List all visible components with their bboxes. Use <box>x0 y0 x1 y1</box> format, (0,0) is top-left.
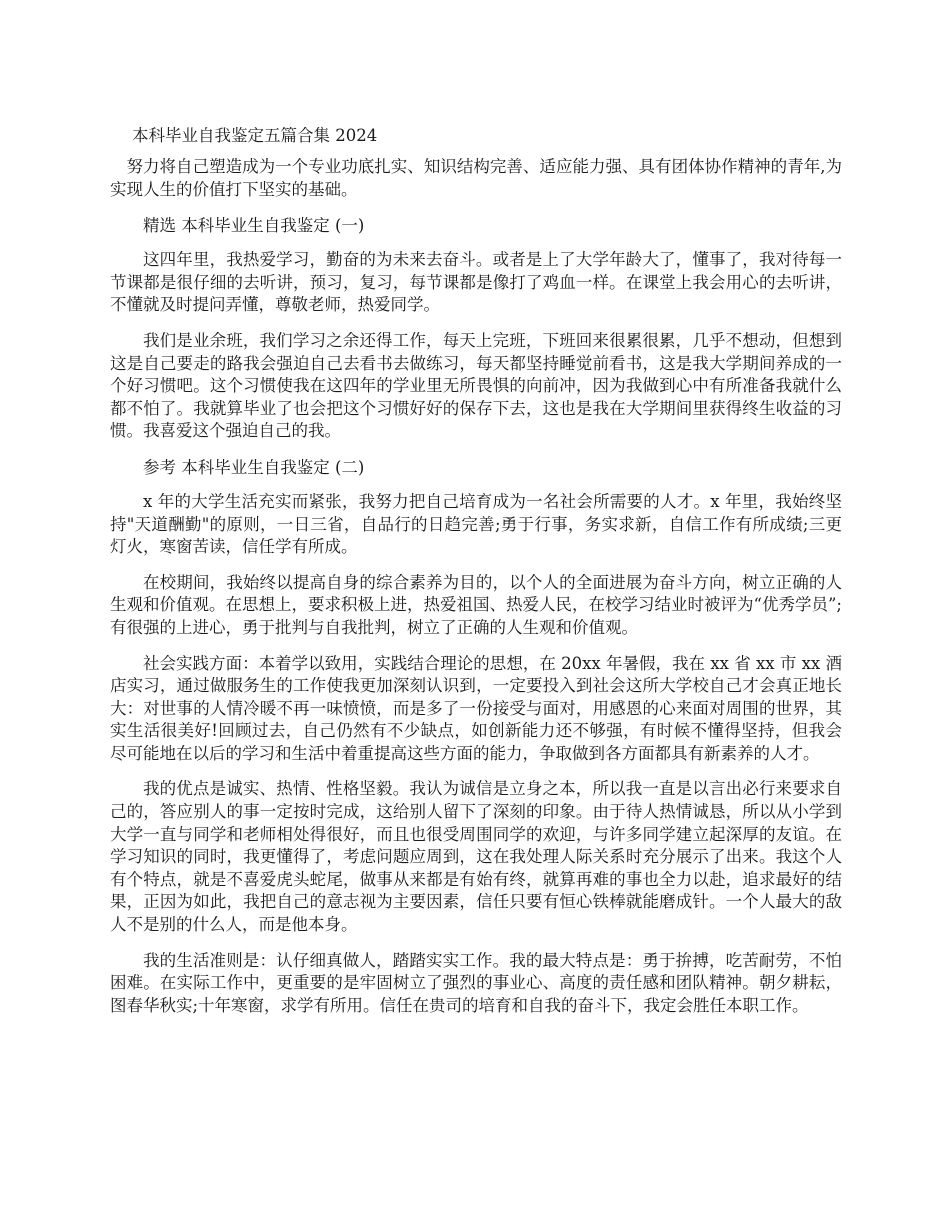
intro-paragraph: 努力将自己塑造成为一个专业功底扎实、知识结构完善、适应能力强、具有团体协作精神的青年,为实现人生的价值打下坚实的基础。 <box>110 157 842 199</box>
section1-paragraph: 这四年里，我热爱学习，勤奋的为未来去奋斗。或者是上了大学年龄大了，懂事了，我对待每一节课都是很仔细的去听讲，预习，复习，每节课都是像打了鸡血一样。在课堂上我会用心的去听讲，不懂就及时提问弄懂，尊敬老师，热爱同学。 <box>110 250 842 315</box>
section2-paragraph: 社会实践方面：本着学以致用，实践结合理论的思想，在 20xx 年暑假，我在 xx 省 xx 市 xx 酒店实习，通过做服务生的工作使我更加深刻认识到，一定要投入到社会这所大学校自己才会真正地长大：对世事的人情冷暖不再一味愤愤，而是多了一份接受与面对，用感恩的心来面对周围的世界，其实生活很美好!回顾过去，自己仍然有不少缺点，如创新能力还不够强，有时候不懂得坚持，但我会尽可能地在以后的学习和生活中着重提高这些方面的能力，争取做到各方面都具有新素养的人才。 <box>110 653 842 763</box>
section2-paragraph: x 年的大学生活充实而紧张，我努力把自己培育成为一名社会所需要的人才。x 年里，我始终坚持"天道酬勤"的原则，一日三省，自品行的日趋完善;勇于行事，务实求新，自信工作有所成绩;三更灯火，寒窗苦读，信任学有所成。 <box>110 491 842 557</box>
document-page <box>110 124 842 1030</box>
document-title: 本科毕业自我鉴定五篇合集 2024 <box>132 126 378 145</box>
section2-paragraph: 我的优点是诚实、热情、性格坚毅。我认为诚信是立身之本，所以我一直是以言出必行来要求自己的，答应别人的事一定按时完成，这给别人留下了深刻的印象。由于待人热情诚恳，所以从小学到大学一直与同学和老师相处得很好，而且也很受周围同学的欢迎，与许多同学建立起深厚的友谊。在学习知识的同时，我更懂得了，考虑问题应周到，这在我处理人际关系时充分展示了出来。我这个人有个特点，就是不喜爱虎头蛇尾，做事从来都是有始有终，就算再难的事也全力以赴，追求最好的结果，正因为如此，我把自己的意志视为主要因素，信任只要有恒心铁棒就能磨成针。一个人最大的敌人不是别的什么人，而是他本身。 <box>110 779 842 935</box>
section-heading-1: 精选 本科毕业生自我鉴定 (一) <box>143 216 365 236</box>
section2-paragraph: 在校期间，我始终以提高自身的综合素养为目的，以个人的全面进展为奋斗方向，树立正确的人生观和价值观。在思想上，要求积极上进，热爱祖国、热爱人民，在校学习结业时被评为“优秀学员”;有很强的上进心，勇于批判与自我批判，树立了正确的人生观和价值观。 <box>110 572 842 637</box>
section-heading-2: 参考 本科毕业生自我鉴定 (二) <box>143 457 365 477</box>
section2-paragraph: 我的生活准则是：认仔细真做人，踏踏实实工作。我的最大特点是：勇于拚搏，吃苦耐劳，不怕困难。在实际工作中，更重要的是牢固树立了强烈的事业心、高度的责任感和团队精神。朝夕耕耘，图春华秋实;十年寒窗，求学有所用。信任在贵司的培育和自我的奋斗下，我定会胜任本职工作。 <box>110 950 842 1015</box>
section1-paragraph: 我们是业余班，我们学习之余还得工作，每天上完班，下班回来很累很累，几乎不想动，但想到这是自己要走的路我会强迫自己去看书去做练习，每天都坚持睡觉前看书，这是我大学期间养成的一个好习惯吧。这个习惯使我在这四年的学业里无所畏惧的向前冲，因为我做到心中有所准备我就什么都不怕了。我就算毕业了也会把这个习惯好好的保存下去，这也是我在大学期间里获得终生收益的习惯。我喜爱这个强迫自己的我。 <box>110 330 842 441</box>
